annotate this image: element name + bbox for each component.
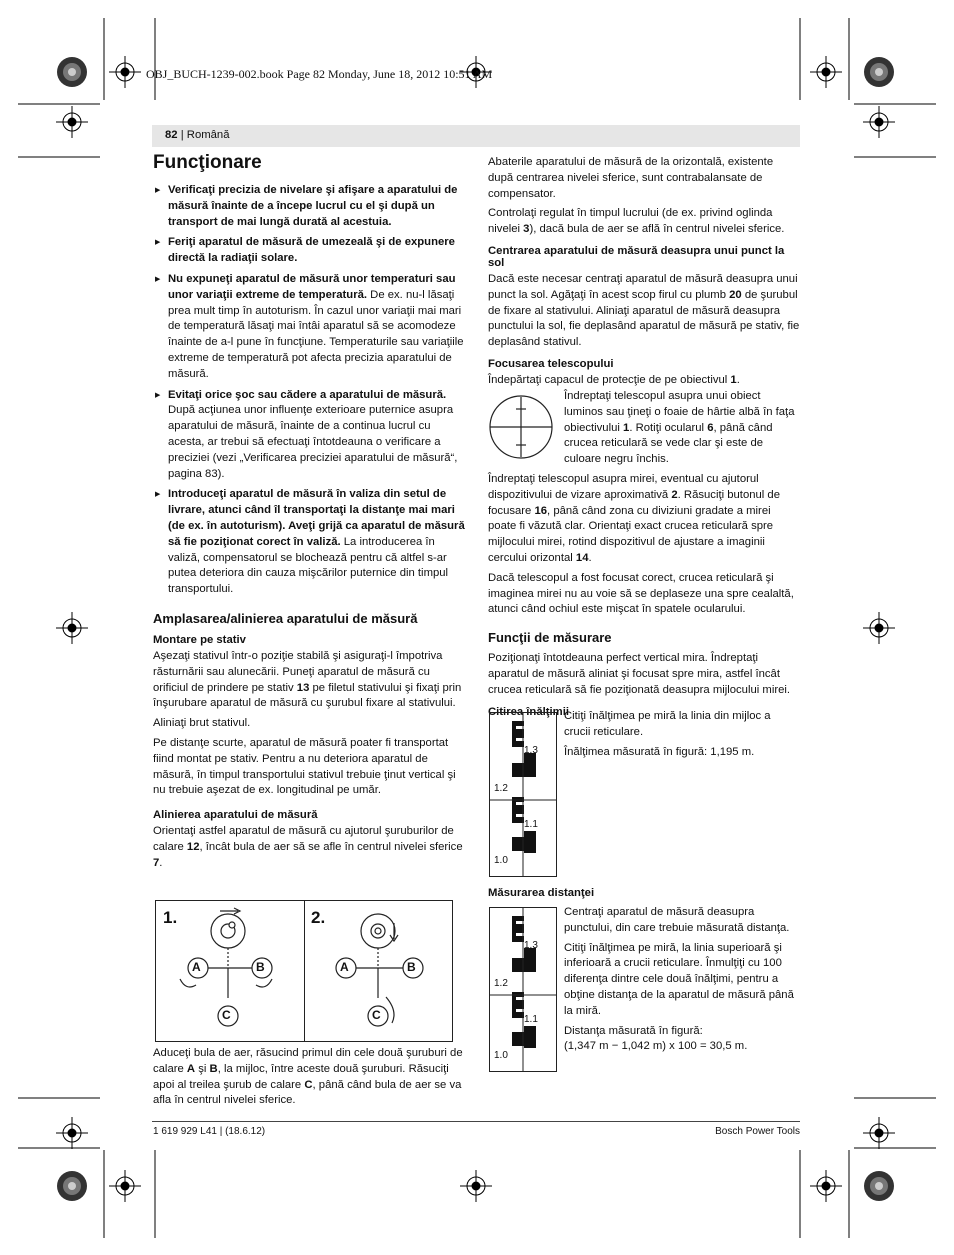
staff-figure-distance	[489, 907, 557, 1072]
paragraph: Distanţa măsurată în figură:	[564, 1024, 703, 1037]
paragraph: Citiţi înălţimea pe miră, la linia superioară şi inferioară a crucii reticulare. Înmulţiţi cu 100 diferenţa dintre cele două înălţimi, pentru a obţine distanţa de la aparatul de măsură până la miră.	[564, 941, 794, 1017]
staff-graphic	[490, 908, 556, 1071]
paragraph: (1,347 m − 1,042 m) x 100 = 30,5 m.	[564, 1040, 748, 1053]
paragraph: Îndreptaţi telescopul asupra mirei, eventual cu ajutorul dispozitivului de vizare aproximativă 2. Răsuciţi butonul de focusare 16, până când zona cu diviziuni gradate a mirei poate fi văzută clar. Orientaţi exact crucea reticulară spre mijlocului mirei, rotind dispozitivul de ajustare a imaginii cercului orizontal 14.	[488, 473, 781, 564]
paragraph: Abaterile aparatului de măsură de la orizontală, existente după centrarea nivelei sferice, sunt contrabalansate de compensator.	[488, 156, 774, 200]
bullet-bold-text: Verificaţi precizia de nivelare şi afişare a aparatului de măsură înainte de a începe lucrul cu el şi după un transport de mai lungă durată al acestuia.	[168, 184, 458, 228]
paragraph: Poziţionaţi întotdeauna perfect vertical mira. Îndreptaţi aparatul de măsură aliniat şi focusat spre mira, astfel încât crucea reticulară să fie poziţionată deasupra mijlocului mirei.	[488, 652, 791, 696]
paragraph: Înălţimea măsurată în figură: 1,195 m.	[564, 745, 755, 758]
paragraph: Orientaţi astfel aparatul de măsură cu ajutorul şuruburilor de calare 12, încât bula de aer să se afle în centrul nivelei sferice 7.	[153, 825, 463, 869]
bullet-bold-text: Evitaţi orice şoc sau cădere a aparatului de măsură.	[168, 388, 447, 401]
paragraph: Dacă este necesar centraţi aparatul de măsură deasupra unui punct la sol. Agăţaţi în acest scop firul cu plumb 20 de şurubul de fixare al stativului. Aliniaţi aparatul de măsură deasupra punctului la sol, fie deplasând aparatul de măsură pe stativ, fie deplasând stativul.	[488, 272, 800, 349]
subheading-height: Citirea înălţimii	[488, 705, 569, 718]
bullet-text: La introducerea în valiză, compensatorul se blochează pentru că altfel s-ar putea deteriora din cauza mişcărilor puternice din timpul transportului.	[168, 535, 449, 596]
height-text	[564, 709, 800, 764]
staff-figure-height	[489, 712, 557, 877]
paragraph: Îndepărtaţi capacul de protecţie de pe obiectivul 1.	[488, 373, 740, 386]
paragraph: Aduceţi bula de aer, răsucind primul din cele două şuruburi de calare A şi B, la mijloc, între aceste două şuruburi. Răsuciţi apoi al treilea şurub de calare C, până când bula de aer se va afla în centrul nivelei sferice.	[153, 1047, 463, 1107]
focus-text	[564, 389, 800, 472]
bullet-bold-text: Introduceţi aparatul de măsură în valiza din setul de livrare, atunci când îl transportaţi la distanţe mai mari (de ex. în autoturism). Aveţi grijă ca aparatul de măsură să fie poziţionat corect în valiză.	[168, 488, 465, 548]
staff-label: 1.1	[524, 1014, 538, 1025]
subheading-centering: Centrarea aparatului de măsură deasupra unui punct la sol	[488, 244, 785, 269]
right-column-middle	[488, 472, 800, 721]
header-separator: |	[180, 129, 187, 141]
staff-label: 1.2	[494, 978, 508, 989]
bullet-text: După acţiunea unor influenţe exterioare puternice asupra aparatului de măsură, înainte de a continua lucrul cu acesta, ar trebui să efectuaţi întotdeauna o verificare a preciziei (vezi „Verificarea preciziei aparatului de măsură“, pagina 83).	[168, 404, 458, 480]
bullet-bold-text: Feriţi aparatul de măsură de umezeală şi de expunere directă la radiaţii solare.	[168, 236, 455, 265]
staff-label: 1.2	[494, 783, 508, 794]
subheading-alignment: Alinierea aparatului de măsură	[153, 809, 318, 822]
screw-c-label: C	[222, 1008, 231, 1022]
text-block	[153, 649, 465, 799]
screw-a-label: A	[340, 960, 349, 974]
footer-brand: Bosch Power Tools	[715, 1126, 800, 1137]
footer-rule	[152, 1121, 800, 1122]
paragraph: Aliniaţi brut stativul.	[153, 717, 251, 730]
screw-b-label: B	[407, 960, 416, 974]
screw-a-label: A	[192, 960, 201, 974]
distance-text	[564, 905, 800, 1059]
screw-c-label: C	[372, 1008, 381, 1022]
subheading-tripod: Montare pe stativ	[153, 633, 246, 646]
bullet-item	[153, 487, 465, 598]
header-language: Română	[186, 129, 230, 141]
bullet-text: De ex. nu-l lăsaţi prea mult timp în autoturism. În cazul unor variaţii mai mari de temperatură lăsaţi mai întâi aparatul să se acomodeze înainte de a-l pune în funcţiune. Temperaturile sau variaţiile extreme de temperatură pot afecta precizia aparatului de măsură.	[168, 288, 464, 380]
subheading-distance: Măsurarea distanţei	[488, 887, 595, 899]
paragraph: Controlaţi regulat în timpul lucrului (de ex. privind oglinda nivelei 3), dacă bula de aer se află în centrul nivelei sferice.	[488, 207, 785, 236]
right-column-top	[488, 155, 800, 393]
page-header	[165, 129, 230, 141]
text-block	[153, 824, 465, 871]
footer-document-code: 1 619 929 L41 | (18.6.12)	[153, 1126, 266, 1137]
section-heading-setup: Amplasarea/alinierea aparatului de măsură	[153, 610, 418, 626]
figure-step-2-label: 2.	[311, 908, 326, 927]
print-header-line: OBJ_BUCH-1239-002.book Page 82 Monday, June 18, 2012 10:51 AM	[146, 67, 493, 81]
bullet-bold-text: Nu expuneţi aparatul de măsură unor temperaturi sau unor variaţii extreme de temperatură.	[168, 272, 456, 301]
section-heading-measure: Funcţii de măsurare	[488, 630, 612, 646]
bullet-item	[153, 235, 465, 267]
page-number: 82	[165, 129, 178, 141]
staff-label: 1.0	[494, 1050, 508, 1061]
staff-label: 1.3	[524, 745, 538, 756]
subheading-focus: Focusarea telescopului	[488, 357, 614, 370]
page-header-bar	[152, 125, 800, 147]
paragraph: Centraţi aparatul de măsură deasupra punctului, din care trebuie măsurată distanţa.	[564, 906, 790, 934]
left-column	[153, 152, 465, 875]
bullet-item	[153, 388, 465, 483]
staff-graphic	[490, 713, 556, 876]
screw-b-label: B	[256, 960, 265, 974]
staff-label: 1.3	[524, 940, 538, 951]
leveling-figure	[155, 900, 453, 1042]
paragraph: Aşezaţi stativul într-o poziţie stabilă şi asiguraţi-l împotriva răsturnării sau alunecării. Puneţi aparatul de măsură cu orificiul de prindere pe stativ 13 pe filetul stativului şi fixaţi prin înşurubare aparatul de măsură cu şurubul fixare al stativului.	[153, 649, 462, 710]
bullet-item	[153, 183, 465, 230]
staff-label: 1.1	[524, 819, 538, 830]
reticle-icon	[487, 393, 555, 461]
paragraph: Citiţi înălţimea pe miră la linia din mijloc a crucii reticulare.	[564, 710, 771, 738]
figure-caption-text	[153, 1046, 465, 1113]
bullet-item	[153, 272, 465, 383]
page-title: Funcţionare	[153, 152, 262, 173]
bullet-list	[153, 183, 465, 598]
figure-step-1-label: 1.	[163, 908, 178, 927]
paragraph: Dacă telescopul a fost focusat corect, crucea reticulară şi imaginea mirei nu au voie să se deplaseze una spre cealaltă, atunci când ochiul este mişcat în spatele ocularului.	[488, 571, 794, 616]
paragraph: Pe distanţe scurte, aparatul de măsură poater fi transportat fiind montat pe stativ. Pentru a nu deteriora aparatul de măsură, în timpul transportului stativul trebuie ţinut vertical şi nu trebuie aşezat de ex. longitudinal pe umăr.	[153, 736, 456, 797]
staff-label: 1.0	[494, 855, 508, 866]
paragraph: Îndreptaţi telescopul asupra unui obiect luminos sau ţineţi o foaie de hârtie albă în faţa obiectivului 1. Rotiţi ocularul 6, până când crucea reticulară se vede clar şi este de culoare negru închis.	[564, 390, 795, 466]
